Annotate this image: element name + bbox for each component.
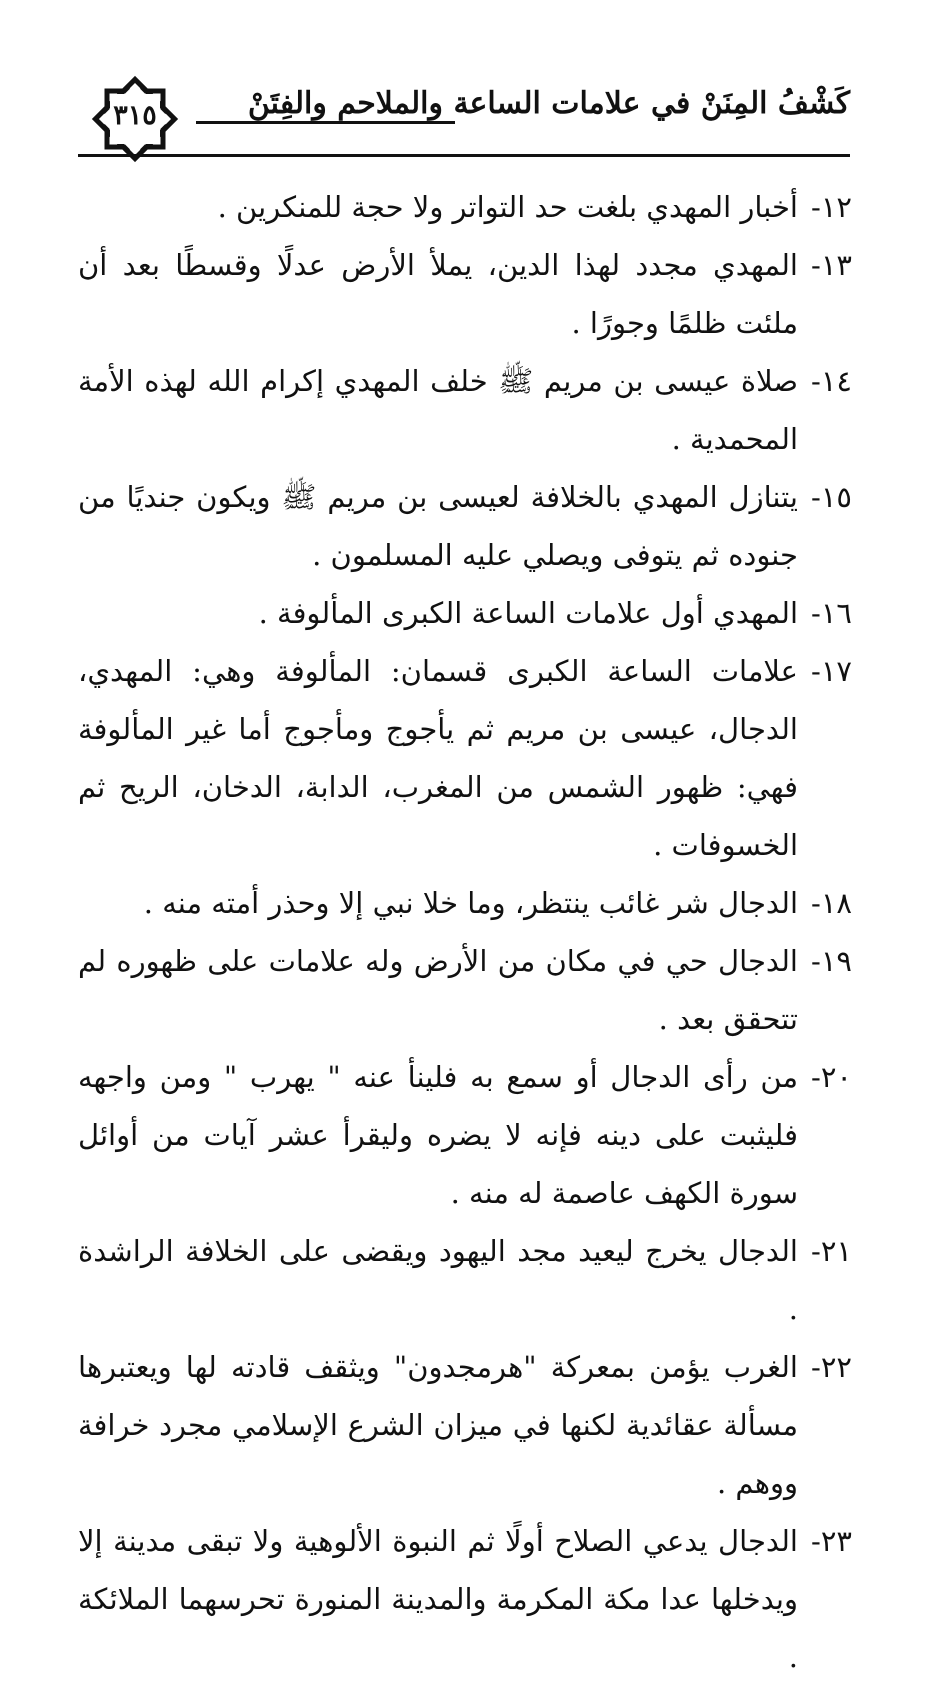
list-item (78, 1222, 852, 1338)
item-number: ١٧- (811, 654, 852, 688)
item-text: من رأى الدجال أو سمع به فلينأ عنه " يهرب " ومن واجهه فليثبت على دينه فإنه لا يضره وليقرأ عشر آيات من أوائل سورة الكهف عاصمة له منه . (78, 1060, 798, 1210)
item-number: ١٢- (811, 190, 852, 224)
item-text: علامات الساعة الكبرى قسمان: المألوفة وهي: المهدي، الدجال، عيسى بن مريم ثم يأجوج ومأجوج أما غير المألوفة فهي: ظهور الشمس من المغرب، الدابة، الدخان، الريح ثم الخسوفات . (78, 654, 798, 862)
item-text: أخبار المهدي بلغت حد التواتر ولا حجة للمنكرين . (217, 190, 798, 224)
book-title: كَشْفُ المِنَنْ في علامات الساعة والملاحم والفِتَنْ (247, 86, 850, 121)
item-text: صلاة عيسى بن مريم ﷺ خلف المهدي إكرام الله لهذه الأمة المحمدية . (78, 364, 798, 456)
list-item (78, 352, 852, 468)
list-item (78, 932, 852, 1048)
list-item (78, 178, 852, 236)
header-dash-line (196, 121, 455, 124)
list-item (78, 1512, 852, 1686)
item-text: يتنازل المهدي بالخلافة لعيسى بن مريم ﷺ ويكون جنديًا من جنوده ثم يتوفى ويصلي عليه المسلمون . (78, 480, 799, 572)
item-text: المهدي أول علامات الساعة الكبرى المألوفة . (258, 596, 798, 630)
list-item (78, 1338, 852, 1512)
item-text: الدجال حي في مكان من الأرض وله علامات على ظهوره لم تتحقق بعد . (78, 944, 798, 1036)
item-text: الدجال يدعي الصلاح أولًا ثم النبوة الألوهية ولا تبقى مدينة إلا ويدخلها عدا مكة المكرمة والمدينة المنورة تحرسهما الملائكة . (78, 1524, 798, 1674)
item-number: ١٥- (811, 480, 852, 514)
list-item (78, 1048, 852, 1222)
list-item (78, 874, 852, 932)
item-number: ١٣- (811, 248, 852, 282)
main-text (78, 178, 852, 1686)
list-item (78, 468, 852, 584)
item-number: ١٦- (811, 596, 852, 630)
item-text: الدجال يخرج ليعيد مجد اليهود ويقضى على الخلافة الراشدة . (78, 1234, 798, 1326)
header-rule (78, 154, 850, 157)
list-item (78, 642, 852, 874)
list-item (78, 236, 852, 352)
item-number: ٢١- (811, 1234, 852, 1268)
item-number: ٢٠- (811, 1060, 852, 1094)
page-number-badge (90, 74, 180, 164)
page-number: ٣١٥ (113, 100, 157, 131)
item-text: الغرب يؤمن بمعركة "هرمجدون" ويثقف قادته لها ويعتبرها مسألة عقائدية لكنها في ميزان الشرع الإسلامي مجرد خرافة ووهم . (78, 1350, 798, 1500)
item-number: ١٤- (811, 364, 852, 398)
item-number: ١٨- (811, 886, 852, 920)
item-number: ١٩- (811, 944, 852, 978)
item-number: ٢٢- (811, 1350, 852, 1384)
list-item (78, 584, 852, 642)
page-header (78, 72, 850, 160)
item-number: ٢٣- (811, 1524, 852, 1558)
item-text: الدجال شر غائب ينتظر، وما خلا نبي إلا وحذر أمته منه . (143, 886, 798, 920)
item-text: المهدي مجدد لهذا الدين، يملأ الأرض عدلًا وقسطًا بعد أن ملئت ظلمًا وجورًا . (78, 248, 798, 340)
